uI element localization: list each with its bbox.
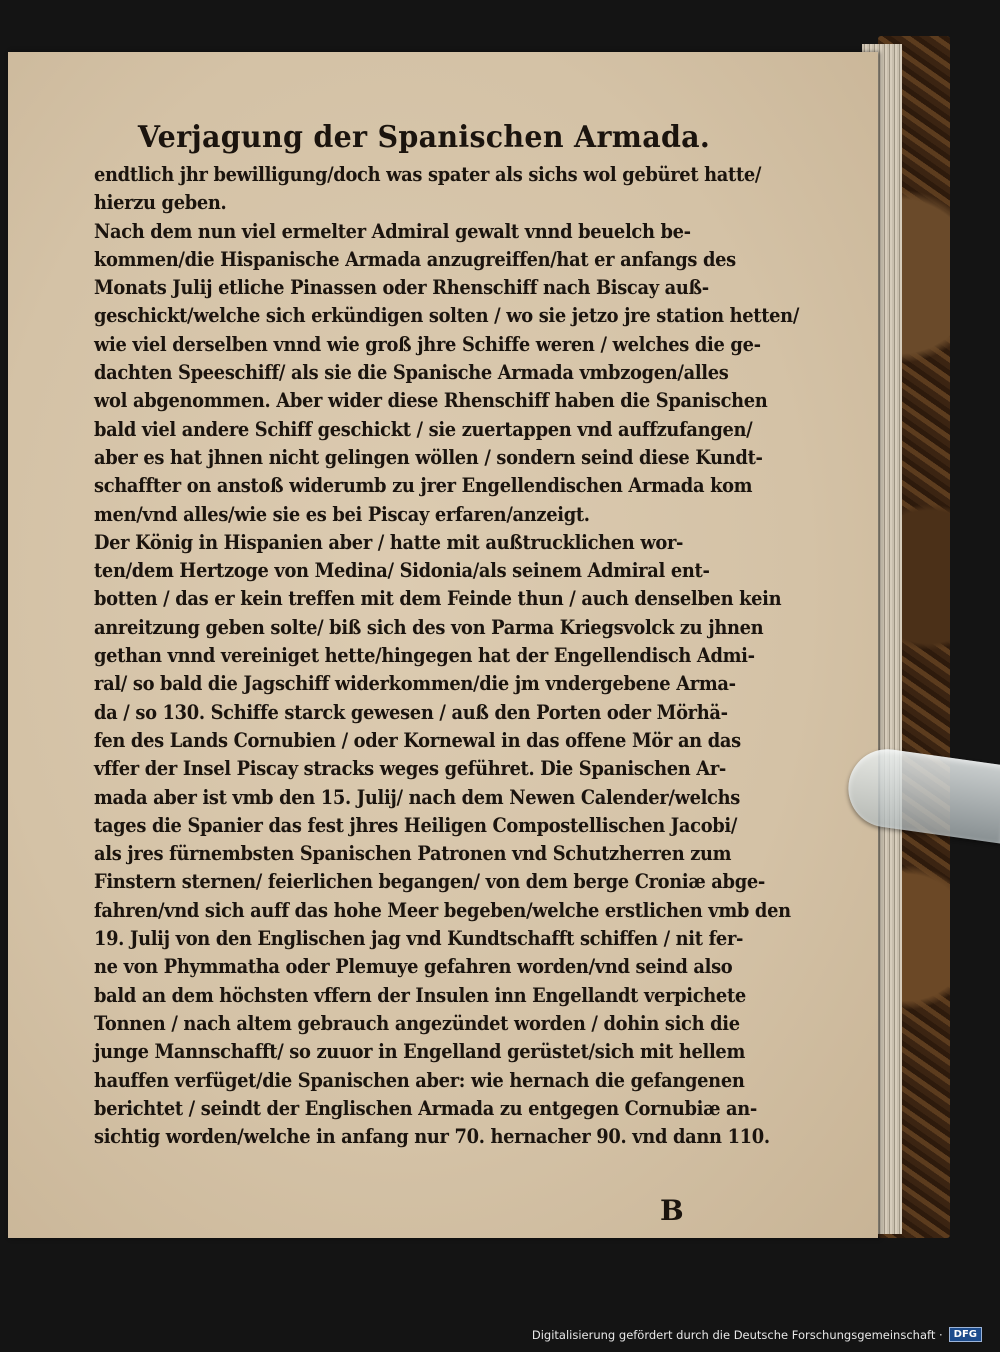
body-text [94, 161, 800, 1151]
text-line: Monats Julij etliche Pinassen oder Rhenschiff nach Biscay auß- [94, 276, 709, 300]
text-line: hauffen verfüget/die Spanischen aber: wie hernach die gefangenen [94, 1068, 745, 1092]
text-line: wie viel derselben vnnd wie groß jhre Schiffe weren / welches die ge- [94, 332, 761, 356]
text-line: hierzu geben. [94, 191, 227, 215]
footer-credit [532, 1327, 982, 1342]
text-line: da / so 130. Schiffe starck gewesen / auß den Porten oder Mörhä- [94, 700, 728, 724]
text-line: 19. Julij von den Englischen jag vnd Kundtschafft schiffen / nit fer- [94, 927, 744, 951]
text-line: tages die Spanier das fest jhres Heiligen Compostellischen Jacobi/ [94, 813, 738, 837]
text-line: geschickt/welche sich erkündigen solten / wo sie jetzo jre station hetten/ [94, 304, 800, 328]
text-line: Finstern sternen/ feierlichen begangen/ von dem berge Croniæ abge- [94, 870, 765, 894]
text-line: mada aber ist vmb den 15. Julij/ nach dem Newen Calender/welchs [94, 785, 740, 809]
text-line: gethan vnnd vereiniget hette/hingegen hat der Engellendisch Admi- [94, 644, 755, 668]
dfg-logo: DFG [949, 1327, 982, 1342]
text-line: sichtig worden/welche in anfang nur 70. hernacher 90. vnd dann 110. [94, 1125, 770, 1149]
text-line: Nach dem nun viel ermelter Admiral gewalt vnnd beuelch be- [94, 219, 691, 243]
page-text [94, 120, 800, 1151]
text-line: ten/dem Hertzoge von Medina/ Sidonia/als seinem Admiral ent- [94, 559, 710, 583]
footer-text: Digitalisierung gefördert durch die Deutsche Forschungsgemeinschaft · [531, 1327, 943, 1342]
text-line: botten / das er kein treffen mit dem Feinde thun / auch denselben kein [94, 587, 782, 611]
text-line: wol abgenommen. Aber wider diese Rhenschiff haben die Spanischen [94, 389, 768, 413]
text-line: als jres fürnembsten Spanischen Patronen vnd Schutzherren zum [94, 842, 732, 866]
text-line: vffer der Insel Piscay stracks weges geführet. Die Spanischen Ar- [94, 757, 726, 781]
signature-mark: B [660, 1194, 684, 1227]
text-line: men/vnd alles/wie sie es bei Piscay erfaren/anzeigt. [94, 502, 590, 526]
text-line: Der König in Hispanien aber / hatte mit außtrucklichen wor- [94, 530, 684, 554]
text-line: Tonnen / nach altem gebrauch angezündet worden / dohin sich die [94, 1011, 740, 1035]
text-line: bald an dem höchsten vffern der Insulen inn Engellandt verpichete [94, 983, 746, 1007]
text-line: kommen/die Hispanische Armada anzugreiffen/hat er anfangs des [94, 247, 736, 271]
book-page [8, 52, 878, 1238]
text-line: bald viel andere Schiff geschickt / sie zuertappen vnd auffzufangen/ [94, 417, 753, 441]
text-line: ne von Phymmatha oder Plemuye gefahren worden/vnd seind also [94, 955, 733, 979]
text-line: dachten Speeschiff/ als sie die Spanische Armada vmbzogen/alles [94, 361, 729, 385]
text-line: ral/ so bald die Jagschiff widerkommen/die jm vndergebene Arma- [94, 672, 736, 696]
text-line: endtlich jhr bewilligung/doch was spater als sichs wol gebüret hatte/ [94, 163, 762, 186]
text-line: anreitzung geben solte/ biß sich des von Parma Kriegsvolck zu jhnen [94, 615, 764, 639]
text-line: berichtet / seindt der Englischen Armada zu entgegen Cornubiæ an- [94, 1096, 758, 1120]
text-line: schaffter on anstoß widerumb zu jrer Engellendischen Armada kom [94, 474, 753, 498]
text-line: junge Mannschafft/ so zuuor in Engelland gerüstet/sich mit hellem [94, 1040, 746, 1064]
text-line: fen des Lands Cornubien / oder Kornewal in das offene Mör an das [94, 728, 741, 752]
page-heading: Verjagung der Spanischen Armada. [137, 120, 711, 155]
text-line: fahren/vnd sich auff das hohe Meer begeben/welche erstlichen vmb den [94, 898, 791, 922]
text-line: aber es hat jhnen nicht gelingen wöllen / sondern seind diese Kundt- [94, 445, 763, 469]
